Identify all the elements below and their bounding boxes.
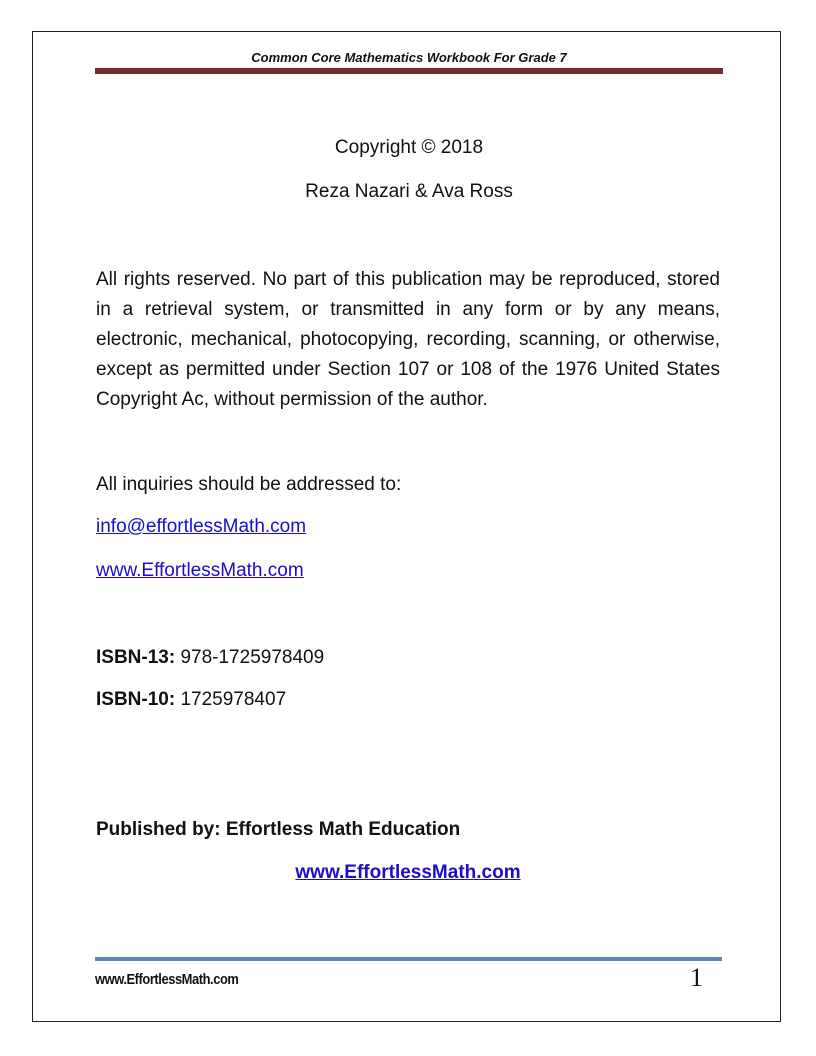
isbn13-line [96, 647, 324, 669]
publisher-line: Published by: Effortless Math Education [96, 819, 461, 840]
publisher-website-link[interactable]: www.EffortlessMath.com [295, 862, 521, 883]
isbn10-value: 1725978407 [175, 689, 287, 710]
running-header-title: Common Core Mathematics Workbook For Grade 7 [251, 50, 567, 65]
rights-paragraph: All rights reserved. No part of this publication may be reproduced, stored in a retrieval system, or transmitted in any form or by any means, electronic, mechanical, photocopying, recording, scanning, or otherwise, except as permitted under Section 107 or 108 of the 1976 United States Copyright Ac, without permission of the author. [96, 269, 720, 410]
authors-line: Reza Nazari & Ava Ross [305, 181, 513, 202]
inquiries-intro: All inquiries should be addressed to: [96, 474, 402, 495]
footer-rule [95, 957, 722, 961]
header-rule [95, 68, 723, 74]
isbn13-value: 978-1725978409 [175, 647, 325, 668]
footer-website: www.EffortlessMath.com [95, 971, 239, 988]
copyright-line: Copyright © 2018 [334, 137, 484, 158]
isbn10-line [96, 689, 286, 711]
website-link[interactable]: www.EffortlessMath.com [96, 560, 304, 581]
isbn13-label: ISBN-13: [96, 647, 176, 668]
isbn10-label: ISBN-10: [96, 689, 176, 710]
email-link[interactable]: info@effortlessMath.com [96, 516, 307, 537]
page-number: 1 [690, 963, 703, 992]
